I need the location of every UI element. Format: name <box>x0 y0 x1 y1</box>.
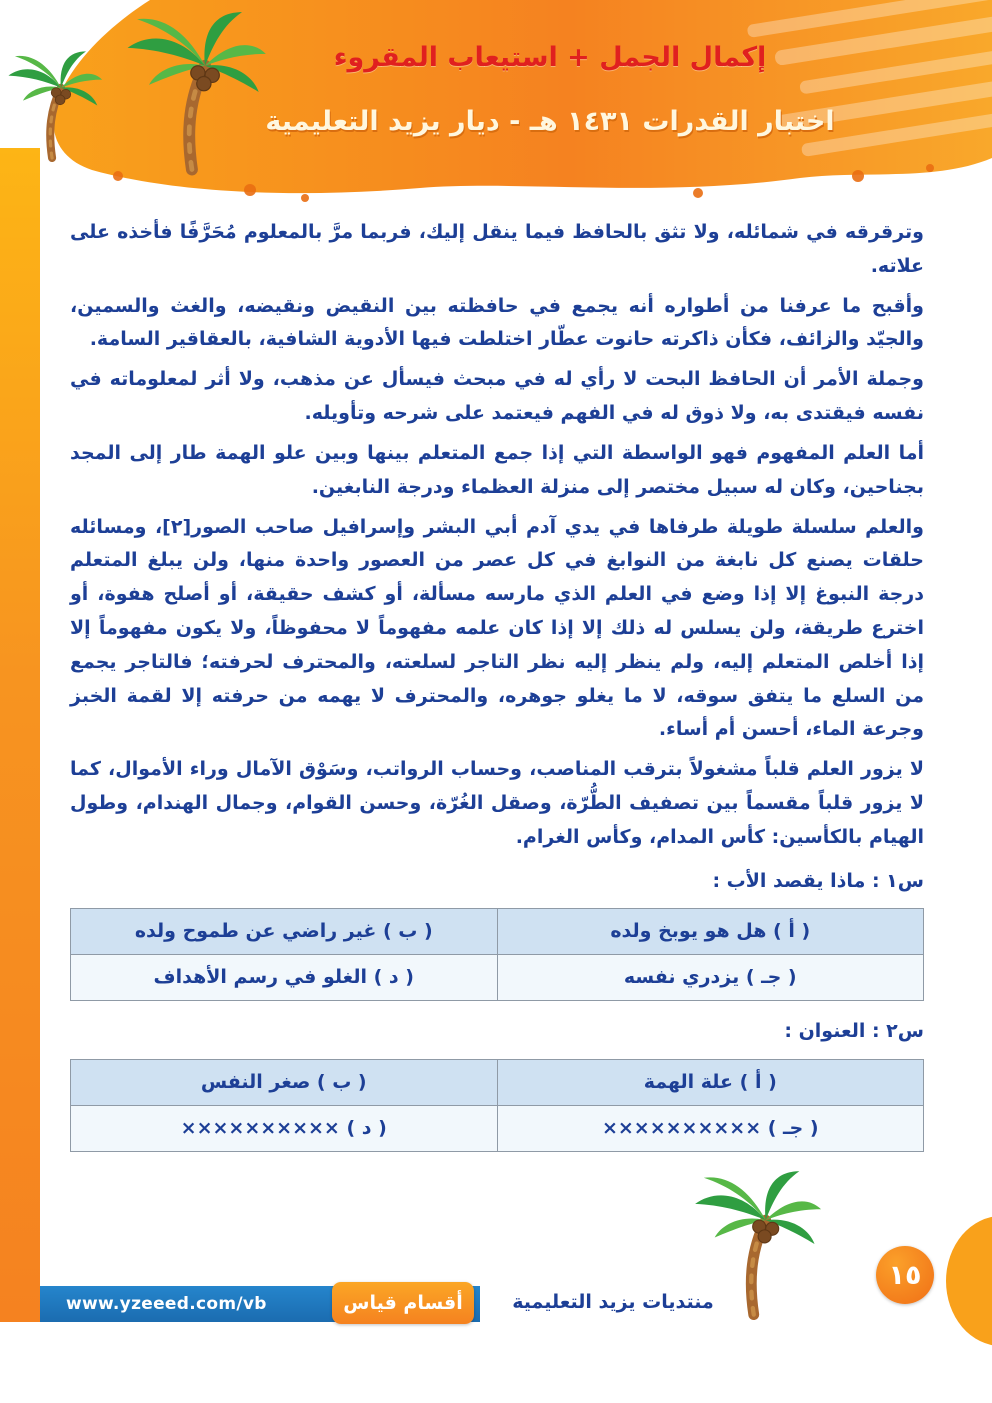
table-row <box>71 955 924 1001</box>
option-cell-c: ( جـ ) ×××××××××× <box>497 1106 924 1152</box>
option-cell-b: ( ب ) صغر النفس <box>71 1060 498 1106</box>
option-cell-d: ( د ) الغلو في رسم الأهداف <box>71 955 498 1001</box>
paragraph: وأقبح ما عرفنا من أطواره أنه يجمع في حافظته بين النقيض ونقيضه، والغث والسمين، والجيّد والزائف، فكأن ذاكرته حانوت عطّار اختلطت فيها الأدوية الشافية، بالعقاقير السامة. <box>70 294 924 351</box>
table-row <box>71 1106 924 1152</box>
paragraph: أما العلم المفهوم فهو الواسطة التي إذا جمع المتعلم بينها وبين علو الهمة طار إلى المجد بجناحين، وكان له سبيل مختصر إلى منزلة العظماء ودرجة النابغين. <box>70 441 924 498</box>
question-2-options-table <box>70 1059 924 1152</box>
question-2-label: س٢ : العنوان : <box>784 1020 924 1043</box>
paragraph: لا يزور العلم قلباً مشغولاً بترقب المناصب، وحساب الرواتب، وسَوْق الآمال وراء الأموال، كما لا يزور قلباً مقسماً بين تصفيف الطُّرّة، وصقل الغُرّة، وحسن القوام، وجمال الهندام، وطول الهيام بالكأسين: كأس المدام، وكأس الغرام. <box>70 758 924 848</box>
paragraph: والعلم سلسلة طويلة طرفاها في يدي آدم أبي البشر وإسرافيل صاحب الصور[٢]، ومسائله حلقات يصنع كل نابغة من النوابغ في كل عصر من العصور واحدة منها، ولن يبلغ المتعلم درجة النبوغ إلا إذا وضع في العلم الذي مارسه مسألة، أو كشف حقيقة، أو أصلح هفوة، أو اخترع طريقة، ولن يسلس له ذلك إلا إذا كان علمه مفهوماً لا محفوظاً، ولا يكون مفهوماً إلا إذا أخلص المتعلم إليه، ولم ينظر إليه نظر التاجر لسلعته، والمحترف لحرفته؛ فالتاجر يجمع من السلع ما يتفق سوقه، لا ما يغلو جوهره، والمحترف لا يهمه من حرفته إلا لقمة الخبز وجرعة الماء، أحسن أم أساء. <box>70 515 924 741</box>
qiyas-section-badge: أقسام قياس <box>332 1282 474 1324</box>
page-number-badge: ١٥ <box>876 1246 934 1304</box>
forum-name: منتديات يزيد التعليمية <box>512 1291 714 1313</box>
question-1-options-table <box>70 908 924 1001</box>
option-cell-d: ( د ) ×××××××××× <box>71 1106 498 1152</box>
paragraph: وجملة الأمر أن الحافظ البحت لا رأي له في مبحث فيسأل عن مذهب، ولا أثر لمعلوماته في نفسه فيقتدى به، ولا ذوق له في الفهم فيعتمد على شرحه وتأويله. <box>70 368 924 425</box>
left-accent-bar <box>0 148 40 1322</box>
header-subtitle: إكمال الجمل + استيعاب المقروء <box>333 42 767 73</box>
table-row <box>71 909 924 955</box>
document-body <box>70 216 924 1166</box>
page-header <box>0 0 992 210</box>
option-cell-b: ( ب ) غير راضي عن طموح ولده <box>71 909 498 955</box>
website-url: www.yzeeed.com/vb <box>66 1294 267 1314</box>
header-title: اختبار القدرات ١٤٣١ هـ - ديار يزيد التعليمية <box>265 106 835 137</box>
page-number-swoosh <box>946 1216 992 1346</box>
option-cell-a: ( أ ) هل هو يوبخ ولده <box>497 909 924 955</box>
option-cell-a: ( أ ) علة الهمة <box>497 1060 924 1106</box>
table-row <box>71 1060 924 1106</box>
option-cell-c: ( جـ ) يزدري نفسه <box>497 955 924 1001</box>
paragraph: وترقرقه في شمائله، ولا تثق بالحافظ فيما ينقل إليك، فربما مرَّ بالمعلوم مُحَرَّفًا فأخذه على علاته. <box>70 221 924 277</box>
header-brush-art <box>0 0 992 210</box>
question-1-label: س١ : ماذا يقصد الأب : <box>712 869 924 892</box>
